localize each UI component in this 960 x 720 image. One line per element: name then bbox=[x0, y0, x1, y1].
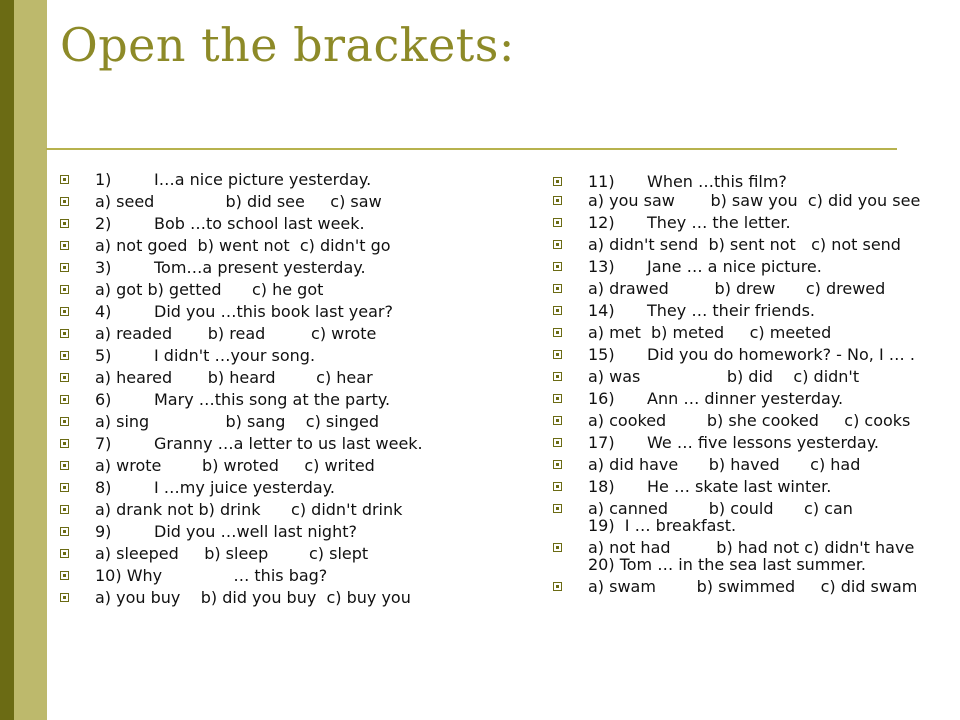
square-bullet-icon bbox=[60, 593, 69, 602]
square-bullet-icon bbox=[60, 505, 69, 514]
square-bullet-icon bbox=[60, 439, 69, 448]
square-bullet-icon bbox=[553, 350, 562, 359]
question-item bbox=[60, 391, 475, 408]
square-bullet-icon bbox=[553, 328, 562, 337]
answer-options: a) got b) getted c) he got bbox=[95, 280, 324, 299]
question-number: 12) bbox=[588, 213, 615, 232]
question-item bbox=[60, 259, 475, 276]
answer-item bbox=[553, 280, 948, 297]
answer-item bbox=[553, 500, 948, 534]
answer-item bbox=[60, 457, 475, 474]
side-band-dark bbox=[0, 0, 14, 720]
question-number: 16) bbox=[588, 389, 615, 408]
question-text: Bob …to school last week. bbox=[154, 214, 365, 233]
question-text: Jane … a nice picture. bbox=[647, 257, 822, 276]
answer-item bbox=[60, 325, 475, 342]
question-number: 6) bbox=[95, 390, 112, 409]
answer-item bbox=[60, 369, 475, 386]
answer-options: a) was b) did c) didn't bbox=[588, 367, 860, 386]
question-text: I didn't …your song. bbox=[154, 346, 316, 365]
square-bullet-icon bbox=[60, 417, 69, 426]
square-bullet-icon bbox=[553, 416, 562, 425]
square-bullet-icon bbox=[553, 196, 562, 205]
question-number: 2) bbox=[95, 214, 112, 233]
answer-options: a) you buy b) did you buy c) buy you bbox=[95, 588, 411, 607]
answer-item bbox=[60, 567, 475, 584]
answer-item bbox=[553, 412, 948, 429]
question-item bbox=[60, 479, 475, 496]
question-number: 8) bbox=[95, 478, 112, 497]
question-text: We … five lessons yesterday. bbox=[647, 433, 879, 452]
question-item bbox=[553, 478, 948, 495]
answer-item bbox=[553, 578, 948, 595]
square-bullet-icon bbox=[553, 306, 562, 315]
question-item bbox=[60, 171, 475, 188]
square-bullet-icon bbox=[553, 504, 562, 513]
answer-options: a) didn't send b) sent not c) not send bbox=[588, 235, 901, 254]
answer-options: a) met b) meted c) meeted bbox=[588, 323, 832, 342]
square-bullet-icon bbox=[60, 263, 69, 272]
answer-options: a) you saw b) saw you c) did you see bbox=[588, 191, 921, 210]
square-bullet-icon bbox=[553, 438, 562, 447]
answer-item bbox=[553, 324, 948, 341]
question-number: 9) bbox=[95, 522, 112, 541]
answer-options: a) cooked b) she cooked c) cooks bbox=[588, 411, 911, 430]
question-item bbox=[60, 303, 475, 320]
question-number: 5) bbox=[95, 346, 112, 365]
question-number: 7) bbox=[95, 434, 112, 453]
answer-options: a) seed b) did see c) saw bbox=[95, 192, 382, 211]
square-bullet-icon bbox=[60, 527, 69, 536]
square-bullet-icon bbox=[60, 307, 69, 316]
answer-options: a) sleeped b) sleep c) slept bbox=[95, 544, 369, 563]
square-bullet-icon bbox=[553, 284, 562, 293]
side-band-light bbox=[14, 0, 47, 720]
answer-item bbox=[553, 192, 948, 209]
answer-item bbox=[60, 545, 475, 562]
question-text: They … their friends. bbox=[647, 301, 815, 320]
answer-options: 10) Why … this bag? bbox=[95, 566, 328, 585]
square-bullet-icon bbox=[60, 395, 69, 404]
answer-item bbox=[60, 413, 475, 430]
question-text: Tom…a present yesterday. bbox=[154, 258, 366, 277]
square-bullet-icon bbox=[553, 460, 562, 469]
question-item bbox=[553, 258, 948, 275]
answer-options: a) sing b) sang c) singed bbox=[95, 412, 379, 431]
square-bullet-icon bbox=[60, 461, 69, 470]
question-item bbox=[553, 346, 948, 363]
square-bullet-icon bbox=[553, 482, 562, 491]
right-exercise-column bbox=[553, 173, 948, 600]
square-bullet-icon bbox=[60, 175, 69, 184]
square-bullet-icon bbox=[553, 240, 562, 249]
question-text: Did you do homework? - No, I … . bbox=[647, 345, 915, 364]
question-text: Mary …this song at the party. bbox=[154, 390, 391, 409]
question-item bbox=[553, 302, 948, 319]
answer-item bbox=[60, 501, 475, 518]
question-text: Ann … dinner yesterday. bbox=[647, 389, 844, 408]
square-bullet-icon bbox=[553, 262, 562, 271]
question-text: Granny …a letter to us last week. bbox=[154, 434, 423, 453]
square-bullet-icon bbox=[553, 543, 562, 552]
question-item bbox=[553, 173, 948, 190]
square-bullet-icon bbox=[553, 372, 562, 381]
title-divider bbox=[46, 148, 897, 150]
square-bullet-icon bbox=[60, 549, 69, 558]
square-bullet-icon bbox=[60, 219, 69, 228]
square-bullet-icon bbox=[60, 197, 69, 206]
question-text: He … skate last winter. bbox=[647, 477, 832, 496]
square-bullet-icon bbox=[60, 351, 69, 360]
question-text: When …this film? bbox=[647, 172, 787, 191]
square-bullet-icon bbox=[60, 373, 69, 382]
square-bullet-icon bbox=[60, 285, 69, 294]
question-item bbox=[60, 215, 475, 232]
question-number: 3) bbox=[95, 258, 112, 277]
square-bullet-icon bbox=[553, 582, 562, 591]
question-number: 17) bbox=[588, 433, 615, 452]
answer-options: a) wrote b) wroted c) writed bbox=[95, 456, 375, 475]
question-text: I…a nice picture yesterday. bbox=[154, 170, 372, 189]
question-item bbox=[60, 347, 475, 364]
question-number: 4) bbox=[95, 302, 112, 321]
question-number: 14) bbox=[588, 301, 615, 320]
left-exercise-column bbox=[60, 171, 475, 611]
question-item bbox=[60, 523, 475, 540]
square-bullet-icon bbox=[553, 394, 562, 403]
answer-item bbox=[553, 539, 948, 573]
answer-item bbox=[60, 281, 475, 298]
question-item bbox=[553, 214, 948, 231]
question-number: 1) bbox=[95, 170, 112, 189]
question-number: 15) bbox=[588, 345, 615, 364]
answer-item bbox=[553, 456, 948, 473]
slide-title: Open the brackets: bbox=[60, 18, 515, 72]
answer-options: a) canned b) could c) can 19) I … breakfast. bbox=[588, 499, 853, 535]
answer-item bbox=[60, 237, 475, 254]
question-item bbox=[553, 390, 948, 407]
question-item bbox=[60, 435, 475, 452]
answer-options: a) not goed b) went not c) didn't go bbox=[95, 236, 391, 255]
square-bullet-icon bbox=[60, 571, 69, 580]
answer-item bbox=[60, 193, 475, 210]
question-number: 18) bbox=[588, 477, 615, 496]
question-item bbox=[553, 434, 948, 451]
answer-options: a) not had b) had not c) didn't have 20) Tom … in the sea last summer. bbox=[588, 538, 915, 574]
square-bullet-icon bbox=[60, 329, 69, 338]
answer-options: a) swam b) swimmed c) did swam bbox=[588, 577, 918, 596]
question-text: I …my juice yesterday. bbox=[154, 478, 335, 497]
question-text: Did you …well last night? bbox=[154, 522, 357, 541]
question-number: 11) bbox=[588, 172, 615, 191]
answer-options: a) did have b) haved c) had bbox=[588, 455, 861, 474]
question-text: Did you …this book last year? bbox=[154, 302, 393, 321]
square-bullet-icon bbox=[553, 218, 562, 227]
answer-options: a) drawed b) drew c) drewed bbox=[588, 279, 886, 298]
answer-item bbox=[553, 368, 948, 385]
question-number: 13) bbox=[588, 257, 615, 276]
answer-options: a) readed b) read c) wrote bbox=[95, 324, 377, 343]
square-bullet-icon bbox=[60, 241, 69, 250]
answer-options: a) drank not b) drink c) didn't drink bbox=[95, 500, 403, 519]
answer-options: a) heared b) heard c) hear bbox=[95, 368, 373, 387]
answer-item bbox=[553, 236, 948, 253]
square-bullet-icon bbox=[553, 177, 562, 186]
question-text: They … the letter. bbox=[647, 213, 791, 232]
answer-item bbox=[60, 589, 475, 606]
square-bullet-icon bbox=[60, 483, 69, 492]
